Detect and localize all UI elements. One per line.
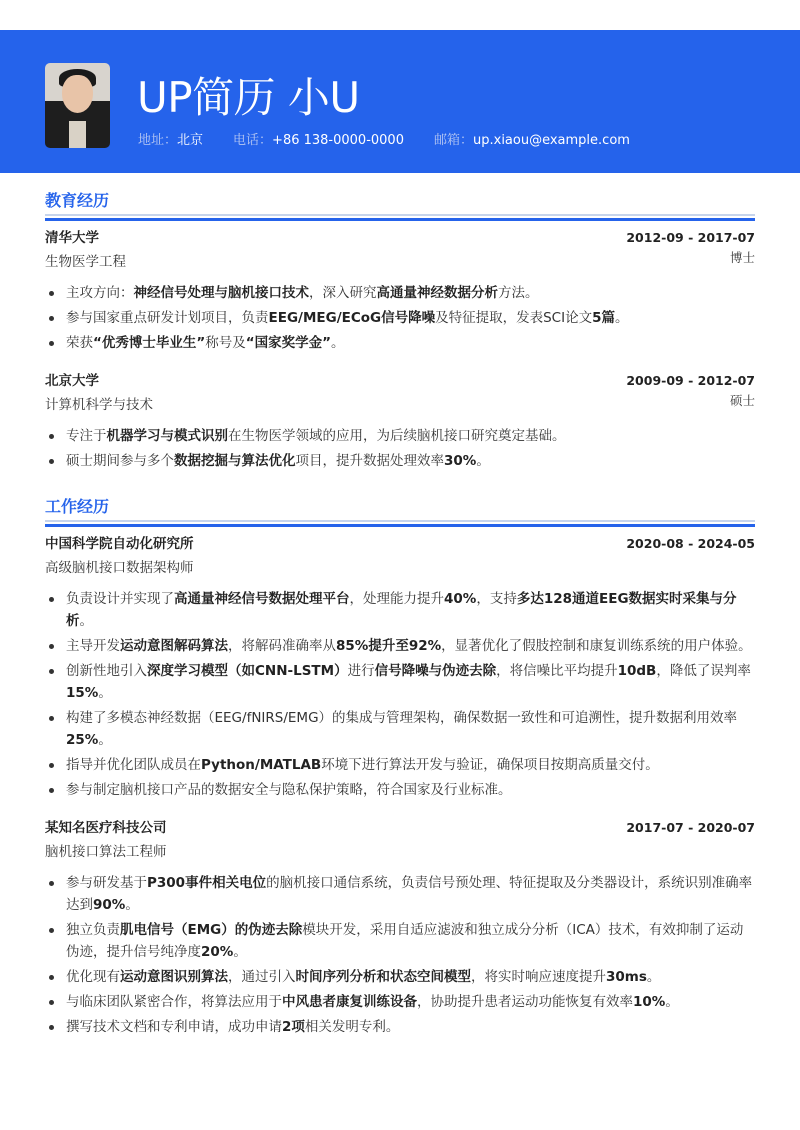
bullet-item	[45, 450, 755, 472]
text-segment: 与临床团队紧密合作，将算法应用于	[66, 994, 282, 1010]
date-range: 2009-09 - 2012-07	[626, 373, 755, 388]
text-segment: 。	[615, 310, 629, 326]
text-segment: 环境下进行算法开发与验证，确保项目按期高质量交付。	[321, 757, 659, 773]
entry-header	[45, 369, 755, 393]
highlight-text: EEG/MEG/ECoG信号降噪	[268, 310, 436, 326]
text-segment: 相关发明专利。	[304, 1019, 400, 1035]
highlight-text: 5篇	[592, 310, 615, 326]
entry	[45, 369, 755, 472]
bullet-list	[45, 425, 755, 472]
address-value: 北京	[177, 133, 204, 148]
highlight-text: 30%	[444, 453, 477, 469]
highlight-text: 25%	[66, 732, 99, 748]
entry-subtitle: 计算机科学与技术	[45, 397, 153, 413]
bullet-list	[45, 588, 755, 801]
highlight-text: 肌电信号（EMG）的伪迹去除	[120, 922, 303, 938]
highlight-text: 神经信号处理与脑机接口技术	[133, 285, 309, 301]
entry	[45, 816, 755, 1038]
text-segment: 进行	[347, 663, 375, 679]
organization-name: 北京大学	[45, 373, 99, 389]
highlight-text: 中风患者康复训练设备	[282, 994, 417, 1010]
text-segment: 优化现有	[66, 969, 120, 985]
section-divider	[45, 213, 755, 221]
text-segment: 。	[476, 453, 490, 469]
text-segment: 项目，提升数据处理效率	[295, 453, 444, 469]
highlight-text: 高通量神经数据分析	[376, 285, 498, 301]
bullet-item	[45, 779, 755, 801]
entry-header	[45, 816, 755, 840]
entry-subtitle: 高级脑机接口数据架构师	[45, 560, 194, 576]
bullet-list	[45, 282, 755, 354]
text-segment: 。	[98, 732, 112, 748]
text-segment: 硕士期间参与多个	[66, 453, 174, 469]
text-segment: ，将实时响应速度提升	[471, 969, 606, 985]
text-segment: 称号及	[205, 335, 246, 351]
organization-name: 清华大学	[45, 230, 99, 246]
entry-subtitle: 生物医学工程	[45, 254, 126, 270]
date-range: 2017-07 - 2020-07	[626, 820, 755, 835]
resume-header	[0, 30, 800, 173]
text-segment: 。	[331, 335, 345, 351]
section-title: 教育经历	[45, 191, 110, 210]
text-segment: 参与国家重点研发计划项目，负责	[66, 310, 269, 326]
text-segment: 。	[665, 994, 679, 1010]
education-section	[45, 189, 755, 472]
text-segment: 创新性地引入	[66, 663, 147, 679]
date-range: 2020-08 - 2024-05	[626, 536, 755, 551]
text-segment: 。	[646, 969, 661, 985]
entry-subtitle: 脑机接口算法工程师	[45, 844, 167, 860]
text-segment: ，协助提升患者运动功能恢复有效率	[417, 994, 633, 1010]
text-segment: 参与研发基于	[66, 875, 147, 891]
email-value: up.xiaou@example.com	[473, 133, 630, 148]
text-segment: ，显著优化了假肢控制和康复训练系统的用户体验。	[441, 638, 752, 654]
highlight-text: 40%	[444, 591, 477, 607]
highlight-text: 时间序列分析和状态空间模型	[295, 969, 471, 985]
text-segment: 。	[98, 685, 112, 701]
text-segment: ，通过引入	[228, 969, 296, 985]
text-segment: ，处理能力提升	[349, 591, 444, 607]
address-label: 地址：	[138, 133, 178, 148]
text-segment: 的脑机接口通信系统，负责信号预处理、特征提取及分类器设计，系统识别准确率达到	[66, 875, 753, 913]
highlight-text: 高通量神经信号数据处理平台	[174, 591, 350, 607]
resume-body	[45, 189, 755, 1053]
highlight-text: 10dB	[617, 663, 657, 679]
highlight-text: “优秀博士毕业生”	[93, 335, 206, 351]
bullet-item	[45, 425, 755, 447]
entry	[45, 226, 755, 354]
entry-header	[45, 226, 755, 250]
highlight-text: 90%	[93, 897, 126, 913]
text-segment: ，将信噪比平均提升	[496, 663, 618, 679]
text-segment: ，深入研究	[309, 285, 377, 301]
bullet-item	[45, 1016, 755, 1038]
date-range: 2012-09 - 2017-07	[626, 230, 755, 245]
highlight-text: P300事件相关电位	[147, 875, 267, 891]
degree: 博士	[729, 250, 755, 265]
contact-info	[138, 131, 660, 151]
highlight-text: 机器学习与模式识别	[106, 428, 228, 444]
highlight-text: 10%	[633, 994, 666, 1010]
text-segment: 荣获	[66, 335, 93, 351]
bullet-item	[45, 754, 755, 776]
section-divider	[45, 519, 755, 527]
highlight-text: Python/MATLAB	[201, 757, 322, 773]
highlight-text: 信号降噪与伪迹去除	[374, 663, 497, 679]
text-segment: 专注于	[66, 428, 107, 444]
text-segment: 。	[79, 613, 93, 629]
email-label: 邮箱：	[433, 133, 473, 148]
highlight-text: 85%提升至92%	[336, 638, 442, 654]
profile-photo	[45, 63, 110, 148]
text-segment: 参与制定脑机接口产品的数据安全与隐私保护策略，符合国家及行业标准。	[66, 782, 512, 798]
highlight-text: 运动意图识别算法	[120, 969, 228, 985]
highlight-text: 30ms	[606, 969, 647, 985]
bullet-item	[45, 660, 755, 704]
text-segment: ，将解码准确率从	[228, 638, 336, 654]
text-segment: 方法。	[498, 285, 539, 301]
organization-name: 某知名医疗科技公司	[45, 820, 167, 836]
text-segment: 模块开发，采用自适应滤波和独立成分分析（ICA）技术，有效抑制了运动伪迹，提升信号纯净度	[66, 922, 744, 960]
text-segment: 独立负责	[66, 922, 120, 938]
text-segment: 。	[233, 944, 247, 960]
organization-name: 中国科学院自动化研究所	[45, 536, 194, 552]
entry-header	[45, 532, 755, 556]
text-segment: 撰写技术文档和专利申请，成功申请	[66, 1019, 282, 1035]
text-segment: 主导开发	[66, 638, 120, 654]
bullet-item	[45, 282, 755, 304]
highlight-text: 2项	[282, 1019, 305, 1035]
degree: 硕士	[729, 393, 755, 408]
text-segment: ，降低了误判率	[656, 663, 751, 679]
phone-value: +86 138-0000-0000	[272, 133, 404, 148]
bullet-list	[45, 872, 755, 1038]
phone-label: 电话：	[233, 133, 273, 148]
bullet-item	[45, 307, 755, 329]
bullet-item	[45, 635, 755, 657]
text-segment: 指导并优化团队成员在	[66, 757, 201, 773]
section-title: 工作经历	[45, 497, 110, 516]
bullet-item	[45, 919, 755, 963]
text-segment: 主攻方向：	[66, 285, 134, 301]
bullet-item	[45, 966, 755, 988]
highlight-text: 数据挖掘与算法优化	[174, 453, 296, 469]
bullet-item	[45, 991, 755, 1013]
bullet-item	[45, 872, 755, 916]
highlight-text: 多达128通道EEG数据实时采集与分析	[66, 591, 737, 629]
text-segment: 构建了多模态神经数据（EEG/fNIRS/EMG）的集成与管理架构，确保数据一致性和可追溯性，提升数据利用效率	[66, 710, 738, 726]
highlight-text: 深度学习模型（如CNN-LSTM）	[147, 663, 348, 679]
highlight-text: 20%	[201, 944, 234, 960]
text-segment: ，支持	[476, 591, 517, 607]
bullet-item	[45, 332, 755, 354]
bullet-item	[45, 588, 755, 632]
text-segment: 。	[125, 897, 139, 913]
text-segment: 及特征提取，发表SCI论文	[435, 310, 593, 326]
text-segment: 负责设计并实现了	[66, 591, 174, 607]
entry	[45, 532, 755, 801]
bullet-item	[45, 707, 755, 751]
highlight-text: 15%	[66, 685, 99, 701]
highlight-text: 运动意图解码算法	[120, 638, 228, 654]
highlight-text: “国家奖学金”	[245, 335, 331, 351]
text-segment: 在生物医学领域的应用，为后续脑机接口研究奠定基础。	[228, 428, 566, 444]
candidate-name: UP简历 小U	[137, 73, 360, 122]
work-section	[45, 495, 755, 1038]
